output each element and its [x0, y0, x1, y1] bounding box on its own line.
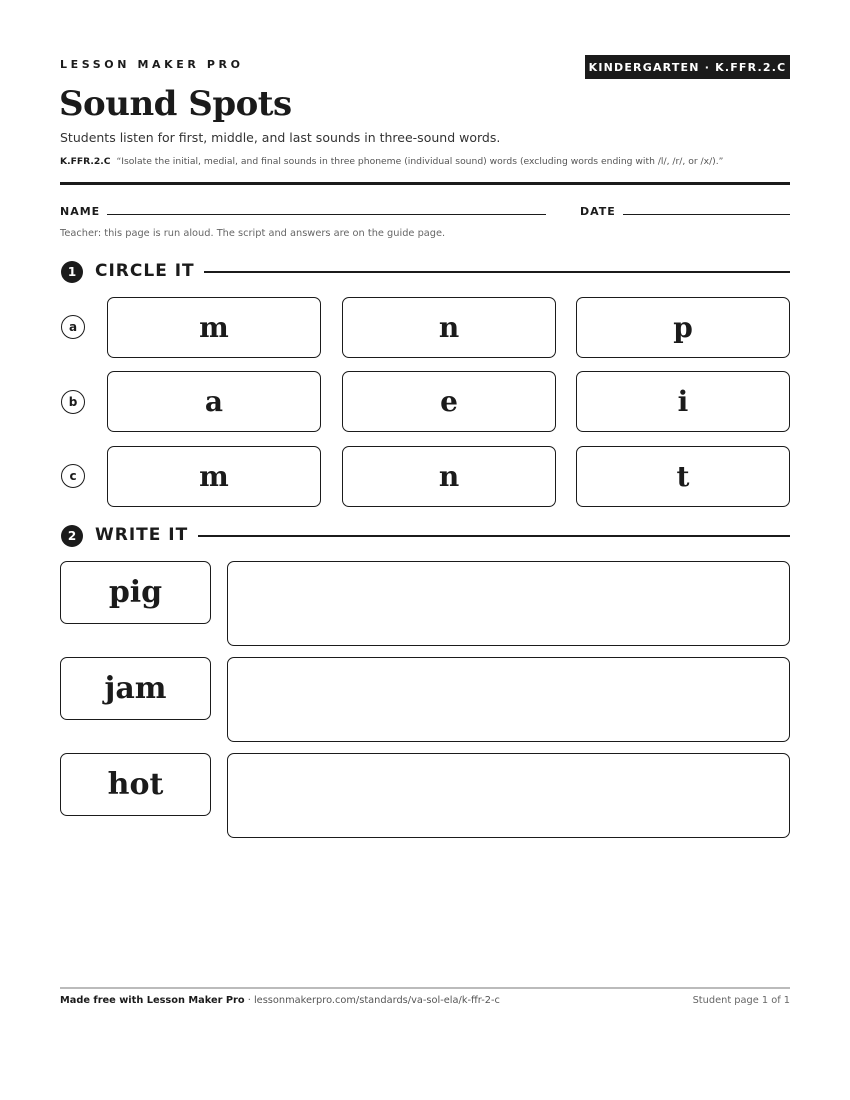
section-2-rule: [198, 535, 790, 537]
grade-badge: KINDERGARTEN · K.FFR.2.C: [585, 55, 790, 79]
page-title: Sound Spots: [59, 84, 292, 124]
section-1-rule: [204, 271, 790, 273]
choice-box[interactable]: m: [107, 446, 321, 507]
date-label: DATE: [580, 205, 616, 218]
row-letter-b: b: [61, 390, 85, 414]
choice-box[interactable]: i: [576, 371, 790, 432]
word-card: jam: [60, 657, 211, 720]
teacher-note: Teacher: this page is run aloud. The script and answers are on the guide page.: [60, 228, 446, 239]
footer-divider: [60, 987, 790, 989]
name-field[interactable]: [107, 214, 546, 215]
choice-box[interactable]: n: [342, 297, 556, 358]
footer-page-number: Student page 1 of 1: [692, 995, 790, 1006]
choice-box[interactable]: n: [342, 446, 556, 507]
standard-line: [60, 156, 800, 167]
section-2-title: WRITE IT: [95, 525, 189, 545]
footer-made-with: Made free with Lesson Maker Pro: [60, 995, 245, 1006]
page-subtitle: Students listen for first, middle, and last sounds in three-sound words.: [60, 130, 501, 145]
answer-box[interactable]: [227, 561, 790, 646]
footer-credit: [60, 995, 500, 1006]
header-divider: [60, 182, 790, 185]
section-1-title: CIRCLE IT: [95, 261, 195, 281]
choice-box[interactable]: p: [576, 297, 790, 358]
choice-box[interactable]: t: [576, 446, 790, 507]
brand-name: LESSON MAKER PRO: [60, 58, 244, 71]
word-card: pig: [60, 561, 211, 624]
section-2-number: 2: [61, 525, 83, 547]
word-card: hot: [60, 753, 211, 816]
row-letter-c: c: [61, 464, 85, 488]
date-field[interactable]: [623, 214, 790, 215]
row-letter-a: a: [61, 315, 85, 339]
standard-code: K.FFR.2.C: [60, 156, 111, 167]
choice-box[interactable]: a: [107, 371, 321, 432]
answer-box[interactable]: [227, 753, 790, 838]
choice-box[interactable]: m: [107, 297, 321, 358]
standard-text: “Isolate the initial, medial, and final sounds in three phoneme (individual sound) words (excluding words ending with /l/, /r/, or /x/).”: [116, 156, 724, 167]
name-label: NAME: [60, 205, 101, 218]
answer-box[interactable]: [227, 657, 790, 742]
choice-box[interactable]: e: [342, 371, 556, 432]
footer-url[interactable]: · lessonmakerpro.com/standards/va-sol-ela/k-ffr-2-c: [244, 995, 500, 1006]
section-1-number: 1: [61, 261, 83, 283]
